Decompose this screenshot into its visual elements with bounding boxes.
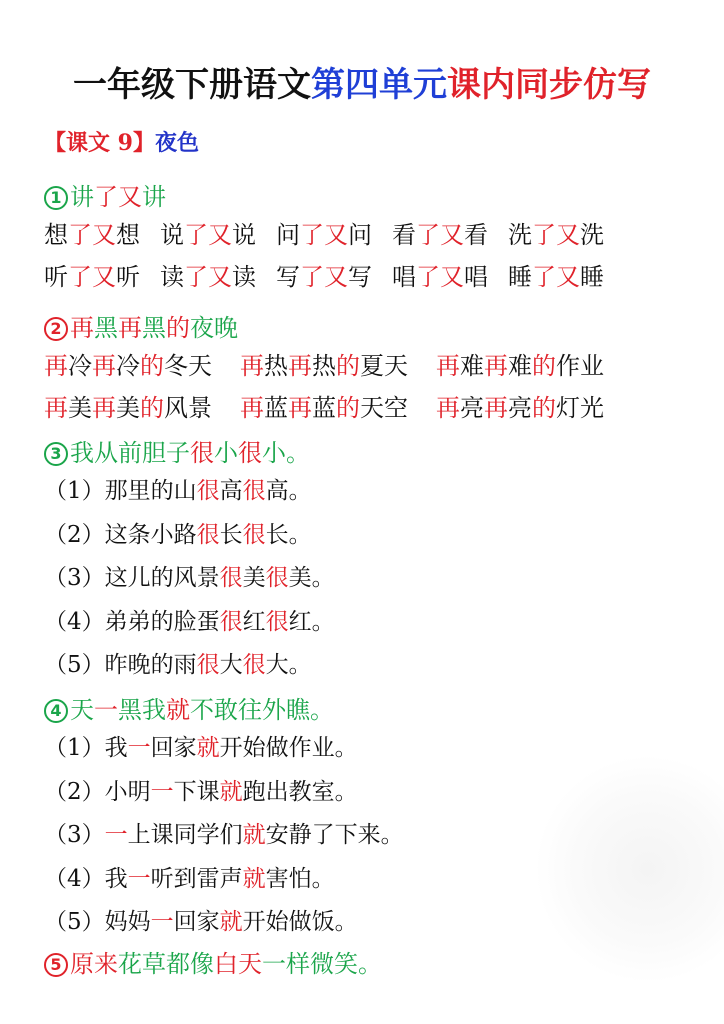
heading-part: 天: [70, 696, 94, 724]
heading-part: 讲: [70, 183, 94, 211]
heading-part: 花草都像: [118, 950, 214, 978]
phrase-part: 了又: [416, 221, 464, 249]
paper-sheen: [534, 754, 724, 984]
phrase-part: 美: [116, 394, 140, 422]
heading-part: 我从前胆子: [70, 439, 190, 467]
sentence-item: [44, 470, 335, 514]
circled-number: 3: [44, 442, 68, 466]
sentence-part: 安静了下来。: [265, 822, 404, 848]
phrase-part: 的: [532, 394, 556, 422]
exercise-section: [44, 436, 335, 688]
phrase-part: 的: [336, 352, 360, 380]
sentence-part: 一: [150, 909, 174, 935]
section-heading: [44, 311, 632, 345]
sentence-part: 高。: [265, 478, 312, 504]
phrase-part: 了又: [300, 263, 348, 291]
title-part: 一年级下册语文: [73, 65, 311, 105]
sentence-part: （4）我: [44, 865, 128, 892]
sentence-part: （5）昨晚的雨: [44, 652, 197, 678]
sentence-part: 开始做作业。: [219, 735, 358, 761]
phrase-part: 洗: [580, 221, 604, 249]
sentence-part: 长。: [265, 521, 312, 548]
sentence-part: 下课: [173, 778, 220, 805]
sentence-part: 跑出教室。: [242, 778, 358, 805]
phrase-part: 了又: [416, 263, 464, 291]
phrase: [44, 214, 140, 256]
circled-number: 4: [44, 699, 68, 723]
sentence-part: 回家: [173, 909, 220, 935]
phrase: [508, 256, 604, 298]
sentence-part: 美。: [288, 565, 335, 591]
page-title: [0, 62, 724, 108]
phrase-part: 天空: [360, 394, 408, 422]
phrase-part: 听: [116, 263, 140, 291]
phrase-part: 再: [44, 352, 68, 380]
heading-part: 了又: [94, 183, 142, 211]
phrase-part: 再: [436, 352, 460, 380]
phrase-part: 了又: [184, 221, 232, 249]
phrase-part: 再: [484, 394, 508, 422]
phrase-part: 再: [44, 394, 68, 422]
phrase-part: 冬天: [164, 352, 212, 380]
lesson-part: 【课文 9】: [44, 130, 155, 156]
sentence-part: 美: [242, 565, 266, 591]
phrase-part: 再: [288, 352, 312, 380]
phrase-part: 的: [140, 352, 164, 380]
heading-part: 不敢往外瞧。: [190, 696, 334, 724]
heading-part: 就: [166, 696, 190, 724]
sentence-part: 高: [219, 478, 243, 504]
heading-part: 黑: [142, 314, 166, 342]
section-heading: [44, 436, 335, 470]
exercise-section: [44, 311, 632, 429]
phrase-part: 再: [288, 394, 312, 422]
phrase-part: 难: [508, 352, 532, 380]
heading-part: 原来: [70, 950, 118, 978]
heading-part: 白天: [214, 950, 262, 978]
phrase-part: 作业: [556, 352, 604, 380]
phrase-part: 问: [348, 221, 372, 249]
heading-part: 再: [70, 314, 94, 342]
sentence-item: [44, 858, 404, 902]
sentence-part: 很: [196, 652, 220, 678]
phrase-part: 夏天: [360, 352, 408, 380]
phrase-part: 了又: [68, 263, 116, 291]
phrase-part: 想: [116, 221, 140, 249]
sentence-part: 很: [265, 608, 289, 635]
phrase-part: 唱: [392, 263, 416, 291]
sentence-item: [44, 727, 404, 771]
phrase-row: [44, 214, 624, 256]
sentence-part: 很: [242, 652, 266, 678]
phrase-part: 了又: [184, 263, 232, 291]
sentence-part: 很: [219, 565, 243, 591]
sentence-part: （5）妈妈: [44, 909, 151, 935]
phrase-part: 洗: [508, 221, 532, 249]
heading-part: 一: [94, 696, 118, 724]
lesson-part: 夜色: [154, 130, 199, 156]
phrase-part: 读: [232, 263, 256, 291]
sentence-part: （4）弟弟的脸蛋: [44, 608, 220, 635]
phrase-part: 冷: [68, 352, 92, 380]
phrase: [44, 387, 212, 429]
heading-part: 一样: [262, 950, 310, 978]
phrase: [44, 256, 140, 298]
circled-number: 1: [44, 186, 68, 210]
phrase-part: 美: [68, 394, 92, 422]
sentence-item: [44, 514, 335, 558]
sentence-part: 就: [219, 778, 243, 805]
phrase-part: 睡: [508, 263, 532, 291]
sentence-part: 大: [219, 652, 243, 678]
sentence-item: [44, 601, 335, 645]
heading-part: 夜晚: [190, 314, 238, 342]
phrase: [392, 256, 488, 298]
heading-part: 黑我: [118, 696, 166, 724]
section-heading: [44, 693, 404, 727]
phrase: [240, 345, 408, 387]
phrase-part: 再: [240, 352, 264, 380]
sentence-part: （3）这儿的风景: [44, 565, 220, 591]
sentence-part: 红。: [288, 608, 335, 635]
phrase-part: 风景: [164, 394, 212, 422]
sentence-part: 很: [196, 478, 220, 504]
phrase-part: 读: [160, 263, 184, 291]
phrase: [392, 214, 488, 256]
phrase: [276, 214, 372, 256]
phrase-row: [44, 345, 632, 387]
sentence-part: （1）我: [44, 735, 128, 761]
sentence-part: 一: [150, 778, 174, 805]
phrase-part: 的: [336, 394, 360, 422]
section-heading: [44, 947, 382, 981]
heading-part: 很: [238, 439, 262, 467]
sentence-item: [44, 644, 335, 688]
exercise-section: [44, 180, 624, 298]
phrase: [44, 345, 212, 387]
sentence-part: 就: [196, 735, 220, 761]
phrase: [160, 256, 256, 298]
phrase-part: 问: [276, 221, 300, 249]
heading-part: 很: [190, 439, 214, 467]
phrase-part: 的: [532, 352, 556, 380]
sentence-item: [44, 771, 404, 815]
sentence-part: （2）小明: [44, 778, 151, 805]
phrase: [436, 345, 604, 387]
heading-part: 微笑。: [310, 950, 382, 978]
circled-number: 5: [44, 953, 68, 977]
phrase-part: 蓝: [312, 394, 336, 422]
sentence-part: 就: [242, 865, 266, 892]
phrase: [240, 387, 408, 429]
lesson-heading: [44, 126, 199, 160]
sentence-part: 上课同学们: [127, 822, 243, 848]
heading-part: 的: [166, 314, 190, 342]
title-part: 第四单元: [311, 65, 447, 105]
phrase-part: 的: [140, 394, 164, 422]
phrase-part: 睡: [580, 263, 604, 291]
phrase-part: 看: [464, 221, 488, 249]
phrase-part: 再: [436, 394, 460, 422]
phrase-part: 写: [348, 263, 372, 291]
phrase: [436, 387, 604, 429]
sentence-part: 听到雷声: [150, 865, 243, 892]
phrase-row: [44, 387, 632, 429]
phrase-part: 冷: [116, 352, 140, 380]
section-heading: [44, 180, 624, 214]
sentence-part: 很: [265, 565, 289, 591]
phrase: [508, 214, 604, 256]
phrase-part: 唱: [464, 263, 488, 291]
sentence-part: 一: [104, 822, 128, 848]
phrase-part: 热: [264, 352, 288, 380]
sentence-part: 开始做饭。: [242, 909, 358, 935]
phrase-part: 想: [44, 221, 68, 249]
sentence-item: [44, 814, 404, 858]
sentence-part: 大。: [265, 652, 312, 678]
sentence-item: [44, 557, 335, 601]
phrase-part: 了又: [532, 221, 580, 249]
sentence-item: [44, 901, 404, 945]
sentence-part: 红: [242, 608, 266, 635]
sentence-part: （2）这条小路: [44, 521, 197, 548]
phrase-part: 说: [160, 221, 184, 249]
phrase-part: 再: [92, 352, 116, 380]
circled-number: 2: [44, 317, 68, 341]
heading-part: 再: [118, 314, 142, 342]
phrase-part: 亮: [460, 394, 484, 422]
sentence-part: 很: [242, 521, 266, 548]
sentence-part: 回家: [150, 735, 197, 761]
sentence-part: 很: [196, 521, 220, 548]
phrase-part: 亮: [508, 394, 532, 422]
sentence-part: （1）那里的山: [44, 478, 197, 504]
phrase-row: [44, 256, 624, 298]
phrase-part: 写: [276, 263, 300, 291]
sentence-part: 就: [242, 822, 266, 848]
title-part: 课内同步仿写: [447, 65, 651, 105]
phrase-part: 说: [232, 221, 256, 249]
heading-part: 讲: [142, 183, 166, 211]
phrase-part: 了又: [532, 263, 580, 291]
sentence-part: 就: [219, 909, 243, 935]
phrase-part: 难: [460, 352, 484, 380]
sentence-part: 害怕。: [265, 865, 335, 892]
phrase-part: 了又: [68, 221, 116, 249]
sentence-part: 很: [242, 478, 266, 504]
sentence-part: 一: [127, 865, 151, 892]
exercise-section: [44, 947, 382, 981]
phrase: [276, 256, 372, 298]
phrase-part: 热: [312, 352, 336, 380]
heading-part: 小。: [262, 439, 310, 467]
phrase-part: 再: [484, 352, 508, 380]
phrase-part: 再: [240, 394, 264, 422]
phrase-part: 蓝: [264, 394, 288, 422]
heading-part: 小: [214, 439, 238, 467]
phrase-part: 了又: [300, 221, 348, 249]
heading-part: 黑: [94, 314, 118, 342]
sentence-part: 很: [219, 608, 243, 635]
phrase-part: 听: [44, 263, 68, 291]
phrase-part: 再: [92, 394, 116, 422]
phrase-part: 看: [392, 221, 416, 249]
exercise-section: [44, 693, 404, 945]
sentence-part: 一: [127, 735, 151, 761]
phrase-part: 灯光: [556, 394, 604, 422]
sentence-part: （3）: [44, 822, 105, 848]
sentence-part: 长: [219, 521, 243, 548]
phrase: [160, 214, 256, 256]
